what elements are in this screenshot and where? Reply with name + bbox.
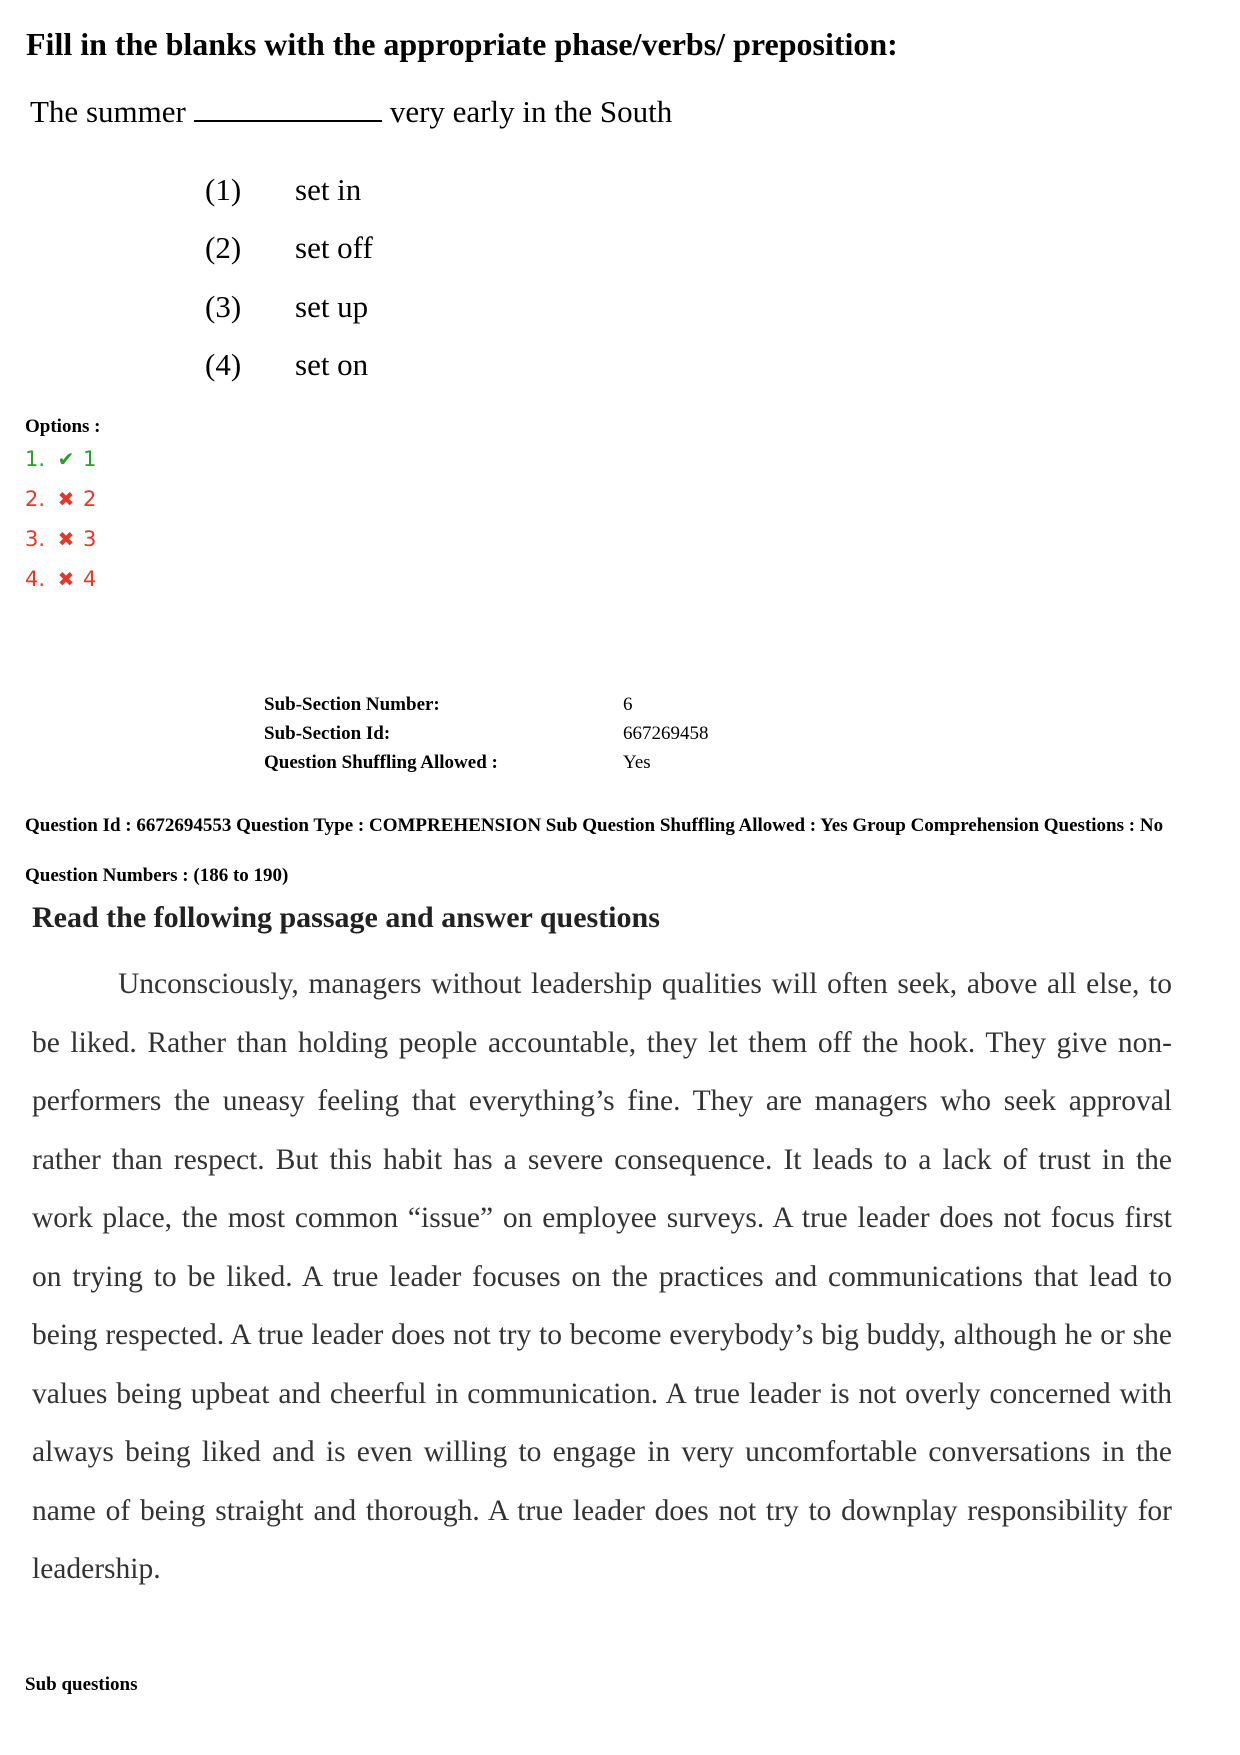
- choice-text: set up: [295, 289, 369, 324]
- option-value: 4: [83, 567, 97, 591]
- option-value: 1: [83, 447, 97, 471]
- sub-questions-label: Sub questions: [25, 1674, 138, 1695]
- subsection-id-label: Sub-Section Id:: [264, 723, 391, 744]
- cross-icon: ✖: [57, 527, 75, 551]
- cross-icon: ✖: [57, 487, 75, 511]
- choice-item: [205, 347, 368, 383]
- choice-number: (2): [205, 230, 242, 265]
- option-item: [25, 527, 96, 551]
- passage-heading: Read the following passage and answer questions: [32, 901, 660, 934]
- option-index: 3.: [25, 527, 46, 551]
- subsection-number-value: 6: [623, 694, 633, 715]
- options-label: Options :: [25, 416, 101, 437]
- option-value: 2: [83, 487, 97, 511]
- answer-blank: [194, 94, 382, 122]
- option-item: [25, 567, 96, 591]
- cross-icon: ✖: [57, 567, 75, 591]
- choice-item: [205, 289, 368, 325]
- choice-number: (4): [205, 347, 242, 382]
- choice-text: set off: [295, 230, 373, 265]
- option-item: [25, 487, 96, 511]
- question-numbers: Question Numbers : (186 to 190): [25, 865, 289, 886]
- passage-text: Unconsciously, managers without leadership qualities will often seek, above all else, to be liked. Rather than holding people accountable, they let them off the hook. They give non-performers the uneasy feeling that everything’s fine. They are managers who seek approval rather than respect. But this habit has a severe consequence. It leads to a lack of trust in the work place, the most common “issue” on employee surveys. A true leader does not focus first on trying to be liked. A true leader focuses on the practices and communications that lead to being respected. A true leader does not try to become everybody’s big buddy, although he or she values being upbeat and cheerful in communication. A true leader is not overly concerned with always being liked and is even willing to engage in very uncomfortable conversations in the name of being straight and thorough. A true leader does not try to downplay responsibility for leadership.: [32, 968, 1172, 1585]
- sentence-after: very early in the South: [389, 94, 673, 129]
- shuffling-allowed-label: Question Shuffling Allowed :: [264, 752, 498, 773]
- choice-item: [205, 172, 361, 208]
- subsection-id-value: 667269458: [623, 723, 709, 744]
- question-details: Question Id : 6672694553 Question Type : COMPREHENSION Sub Question Shuffling Allowed : Yes Group Comprehension Questions : No: [25, 815, 1164, 836]
- option-index: 4.: [25, 567, 46, 591]
- choice-number: (1): [205, 172, 242, 207]
- question-heading: Fill in the blanks with the appropriate phase/verbs/ preposition:: [26, 26, 898, 62]
- check-icon: ✔: [57, 447, 75, 471]
- subsection-number-label: Sub-Section Number:: [264, 694, 440, 715]
- choice-text: set in: [295, 172, 362, 207]
- choice-number: (3): [205, 289, 242, 324]
- question-sentence: [30, 94, 672, 130]
- sentence-before: The summer: [30, 94, 186, 129]
- option-index: 2.: [25, 487, 46, 511]
- choice-item: [205, 230, 373, 266]
- option-index: 1.: [25, 447, 46, 471]
- shuffling-allowed-value: Yes: [623, 752, 651, 773]
- option-item: [25, 447, 96, 471]
- choice-text: set on: [295, 347, 369, 382]
- option-value: 3: [83, 527, 97, 551]
